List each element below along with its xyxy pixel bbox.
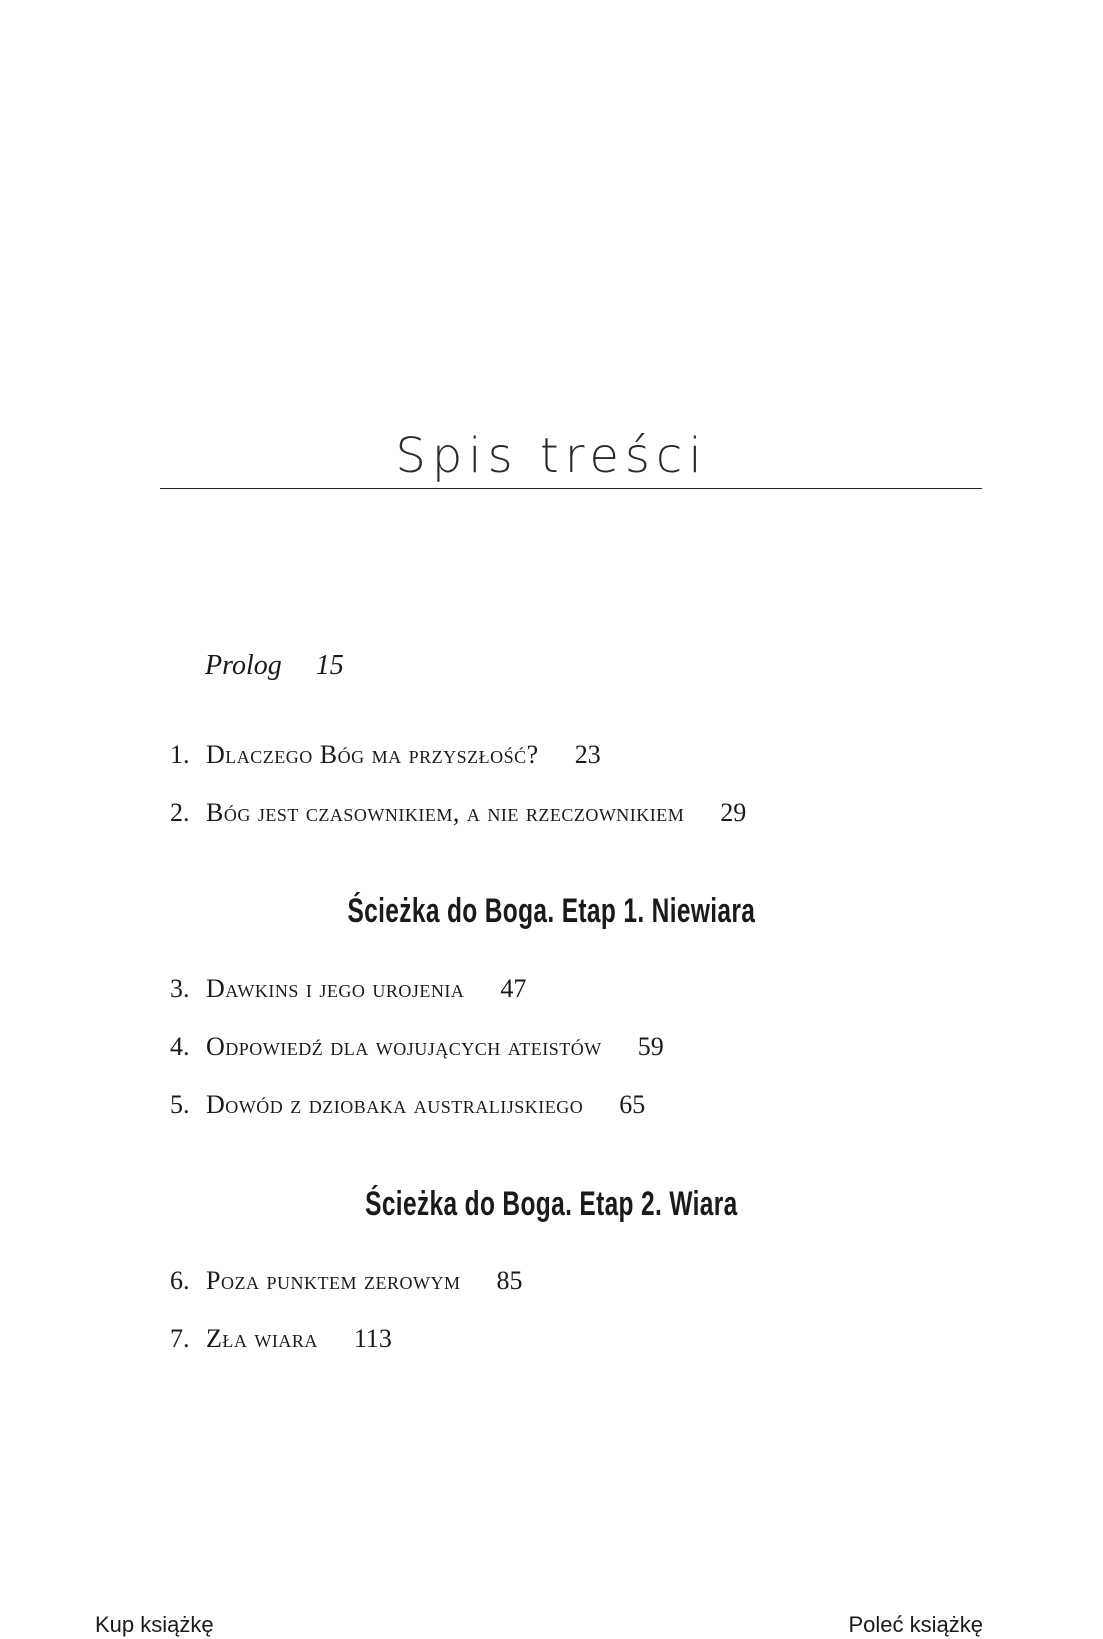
chapter-number: 7. (170, 1324, 190, 1353)
toc-entry-3[interactable] (170, 976, 526, 1002)
section-heading-1: Ścieżka do Boga. Etap 1. Niewiara (347, 892, 756, 930)
chapter-page: 113 (353, 1324, 392, 1353)
toc-entry-prolog[interactable] (205, 652, 344, 680)
chapter-title: Zła wiara (206, 1324, 318, 1353)
toc-entry-5[interactable] (170, 1092, 645, 1118)
recommend-book-link[interactable]: Poleć książkę (848, 1612, 983, 1637)
toc-entry-6[interactable] (170, 1268, 522, 1294)
toc-entry-2[interactable] (170, 800, 746, 826)
toc-entry-7[interactable] (170, 1326, 392, 1352)
chapter-number: 3. (170, 974, 190, 1003)
chapter-page: 65 (619, 1090, 646, 1119)
prolog-page: 15 (315, 650, 344, 681)
chapter-number: 4. (170, 1032, 190, 1061)
toc-entry-1[interactable] (170, 742, 601, 768)
toc-title: Spis treści (395, 428, 708, 484)
chapter-page: 29 (720, 798, 747, 827)
chapter-page: 85 (496, 1266, 523, 1295)
prolog-label: Prolog (205, 650, 282, 681)
chapter-number: 5. (170, 1090, 190, 1119)
chapter-page: 47 (500, 974, 527, 1003)
chapter-title: Dlaczego Bóg ma przyszłość? (206, 740, 539, 769)
section-heading-2: Ścieżka do Boga. Etap 2. Wiara (365, 1185, 738, 1223)
buy-book-link[interactable]: Kup książkę (95, 1612, 214, 1637)
chapter-title: Poza punktem zerowym (206, 1266, 461, 1295)
toc-entry-4[interactable] (170, 1034, 664, 1060)
chapter-title: Dowód z dziobaka australijskiego (206, 1090, 584, 1119)
title-rule (160, 488, 982, 489)
chapter-title: Bóg jest czasownikiem, a nie rzeczownikiem (206, 798, 685, 827)
chapter-number: 2. (170, 798, 190, 827)
chapter-title: Odpowiedź dla wojujących ateistów (206, 1032, 602, 1061)
chapter-title: Dawkins i jego urojenia (206, 974, 465, 1003)
chapter-number: 1. (170, 740, 190, 769)
chapter-page: 23 (574, 740, 601, 769)
chapter-number: 6. (170, 1266, 190, 1295)
chapter-page: 59 (637, 1032, 664, 1061)
